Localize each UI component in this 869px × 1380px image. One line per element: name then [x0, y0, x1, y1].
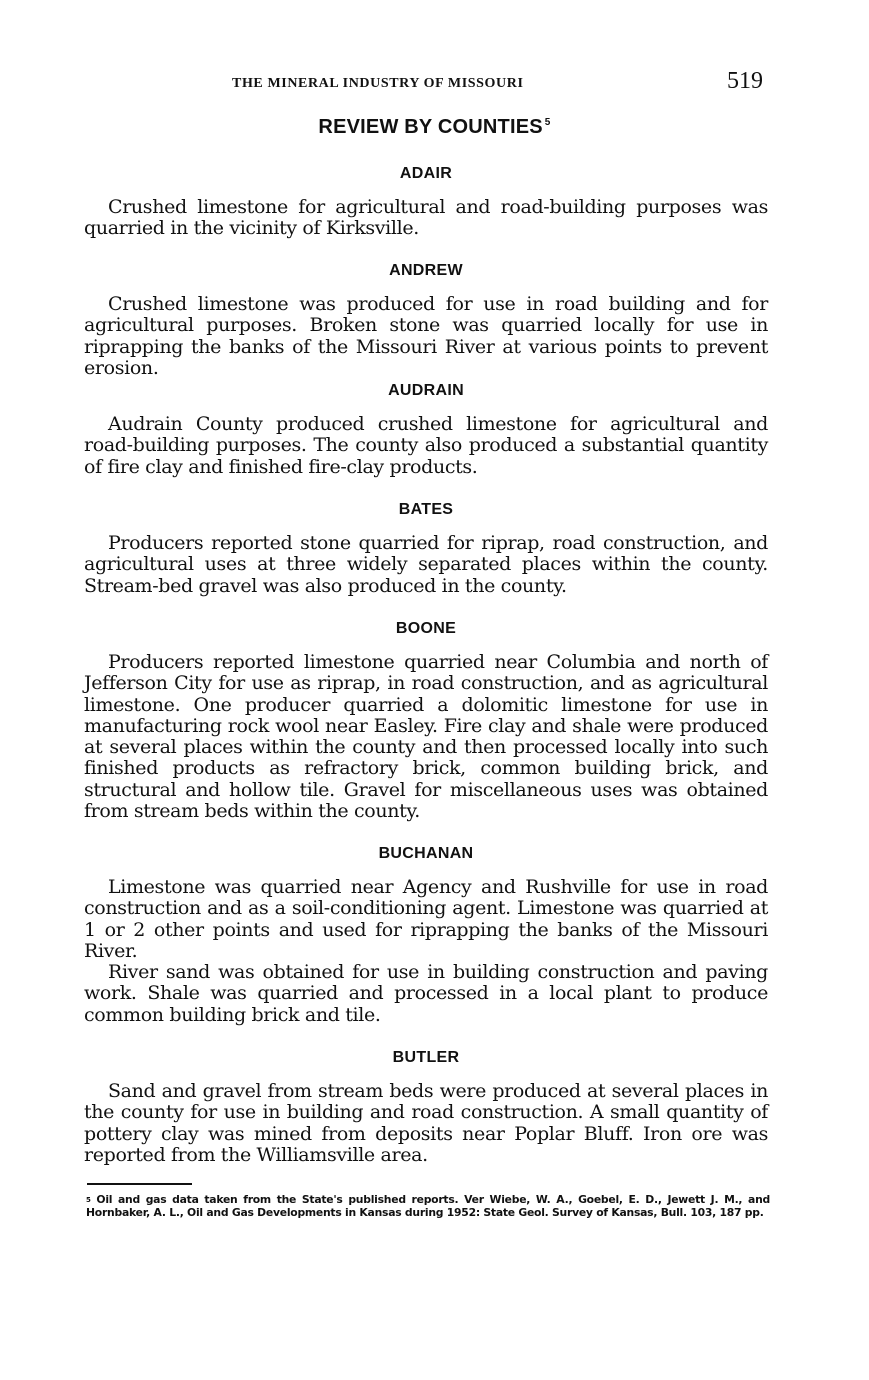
page-number: 519 — [727, 68, 763, 94]
page-title — [0, 116, 869, 139]
county-heading: BOONE — [395, 620, 457, 637]
county-heading: AUDRAIN — [388, 382, 464, 399]
county-section-andrew — [84, 262, 768, 379]
county-section-adair — [84, 165, 768, 240]
county-paragraph: Producers reported stone quarried for riprap, road construction, and agricultural uses at three widely separated places within the county. Stream-bed gravel was also produced in the county. — [84, 532, 768, 597]
county-paragraph: Sand and gravel from stream beds were produced at several places in the county for use in building and road construction. A small quantity of pottery clay was mined from deposits near Poplar Bluff. Iron ore was reported from the Williamsville area. — [84, 1080, 768, 1166]
county-heading: BUCHANAN — [378, 845, 474, 862]
county-section-buchanan — [84, 845, 768, 1026]
county-paragraph: Audrain County produced crushed limestone for agricultural and road-building purposes. The county also produced a substantial quantity of fire clay and finished fire-clay products. — [84, 413, 768, 478]
footnote — [86, 1194, 770, 1219]
running-header: THE MINERAL INDUSTRY OF MISSOURI — [232, 76, 524, 91]
county-heading: BUTLER — [392, 1049, 460, 1066]
county-paragraph: River sand was obtained for use in building construction and paving work. Shale was quarried and processed in a local plant to produce common building brick and tile. — [84, 961, 768, 1026]
footnote-text: Oil and gas data taken from the State's published reports. Ver Wiebe, W. A., Goebel, E. D., Jewett J. M., and Hornbaker, A. L., Oil and Gas Developments in Kansas during 1952: State Geol. Survey of Kansas, Bull. 103, 187 pp. — [86, 1193, 770, 1219]
footnote-reference: 5 — [544, 117, 551, 128]
county-heading: ADAIR — [399, 165, 453, 182]
county-section-boone — [84, 620, 768, 822]
footnote-marker: 5 — [86, 1196, 91, 1204]
county-paragraph: Crushed limestone for agricultural and road-building purposes was quarried in the vicinity of Kirksville. — [84, 196, 768, 240]
county-heading: BATES — [398, 501, 454, 518]
county-section-butler — [84, 1049, 768, 1166]
county-heading: ANDREW — [389, 262, 463, 279]
county-paragraph: Producers reported limestone quarried near Columbia and north of Jefferson City for use as riprap, in road construction, and as agricultural limestone. One producer quarried a dolomitic limestone for use in manufacturing rock wool near Easley. Fire clay and shale were produced at several places within the county and then processed locally into such finished products as refractory brick, common building brick, and structural and hollow tile. Gravel for miscellaneous uses was obtained from stream beds within the county. — [84, 651, 768, 823]
county-section-bates — [84, 501, 768, 597]
county-paragraph: Limestone was quarried near Agency and Rushville for use in road construction and as a soil-conditioning agent. Limestone was quarried at 1 or 2 other points and used for riprapping the banks of the Missouri River. — [84, 876, 768, 962]
county-paragraph: Crushed limestone was produced for use in road building and for agricultural purposes. Broken stone was quarried locally for use in riprapping the banks of the Missouri River at various points to prevent erosion. — [84, 293, 768, 379]
page-title-text: REVIEW BY COUNTIES — [318, 116, 543, 138]
footnote-divider — [87, 1183, 192, 1185]
county-section-audrain — [84, 382, 768, 478]
